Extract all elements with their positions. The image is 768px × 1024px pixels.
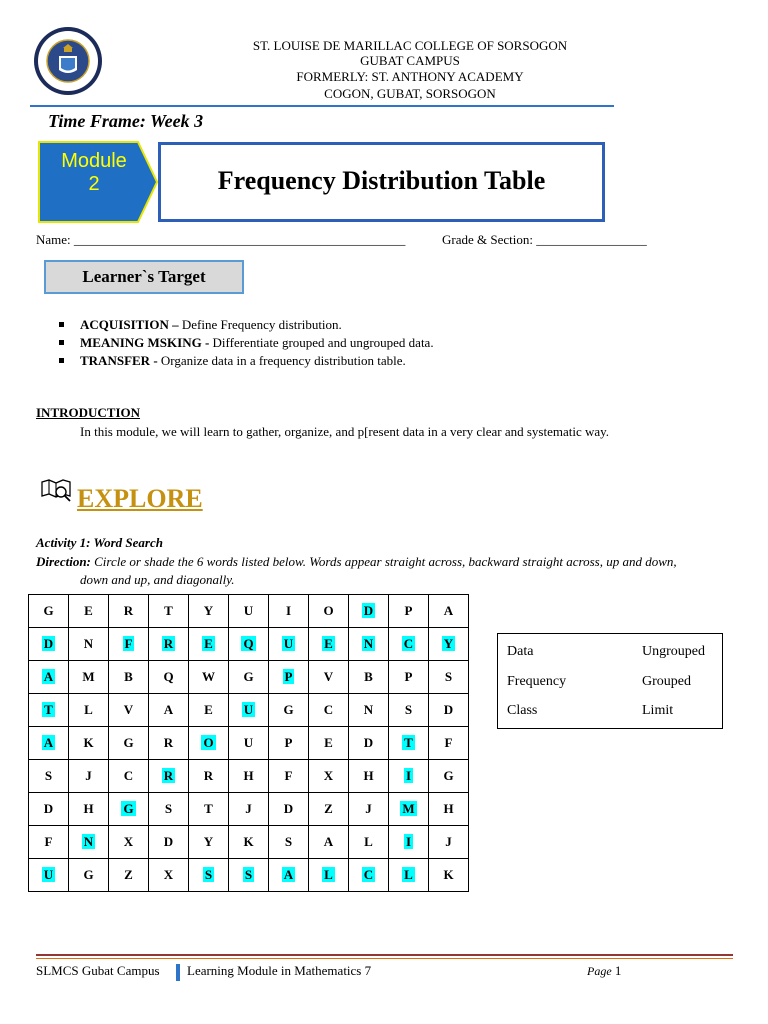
grid-row — [29, 595, 469, 628]
module-word: Module — [61, 150, 127, 172]
grid-cell[interactable]: X — [109, 826, 149, 859]
grid-cell[interactable]: A — [149, 694, 189, 727]
grid-cell[interactable]: G — [229, 661, 269, 694]
grid-cell[interactable]: R — [109, 595, 149, 628]
grid-cell[interactable]: I — [389, 760, 429, 793]
introduction-text: In this module, we will learn to gather, organize, and p[resent data in a very clear and systematic way. — [80, 424, 610, 439]
grid-cell[interactable]: R — [149, 628, 189, 661]
grid-row — [29, 760, 469, 793]
grid-cell[interactable]: S — [429, 661, 469, 694]
time-frame: Time Frame: Week 3 — [48, 111, 204, 131]
campus-name: GUBAT CAMPUS — [360, 53, 460, 68]
grid-cell[interactable]: K — [229, 826, 269, 859]
footer-module-name: Learning Module in Mathematics 7 — [187, 963, 372, 978]
grid-cell[interactable]: A — [429, 595, 469, 628]
word-list-item: Grouped — [642, 674, 691, 689]
grid-cell[interactable]: H — [229, 760, 269, 793]
grid-cell[interactable]: F — [429, 727, 469, 760]
grid-cell[interactable]: U — [29, 859, 69, 892]
grade-section-field: Grade & Section: _________________ — [442, 232, 647, 247]
grid-cell[interactable]: D — [29, 793, 69, 826]
grid-cell[interactable]: J — [69, 760, 109, 793]
grid-cell[interactable]: G — [429, 760, 469, 793]
grid-cell[interactable]: G — [69, 859, 109, 892]
grid-cell[interactable]: X — [309, 760, 349, 793]
grid-cell[interactable]: U — [229, 694, 269, 727]
grid-cell[interactable]: R — [189, 760, 229, 793]
grid-cell[interactable]: Z — [309, 793, 349, 826]
grid-cell[interactable]: Z — [109, 859, 149, 892]
grid-cell[interactable]: S — [149, 793, 189, 826]
grid-cell[interactable]: N — [349, 628, 389, 661]
bullet-square-icon — [59, 322, 64, 327]
grid-row — [29, 859, 469, 892]
grid-cell[interactable]: G — [109, 727, 149, 760]
grid-cell[interactable]: S — [229, 859, 269, 892]
bullet-square-icon — [59, 340, 64, 345]
grid-cell[interactable]: G — [109, 793, 149, 826]
introduction-heading: INTRODUCTION — [36, 405, 141, 420]
grid-row — [29, 661, 469, 694]
grid-cell[interactable]: T — [189, 793, 229, 826]
word-list-item: Class — [507, 703, 538, 718]
grid-cell[interactable]: A — [309, 826, 349, 859]
grid-cell[interactable]: P — [389, 661, 429, 694]
word-list-item: Ungrouped — [642, 644, 705, 659]
grid-cell[interactable]: D — [29, 628, 69, 661]
grid-cell[interactable]: B — [349, 661, 389, 694]
list-item: ACQUISITION – Define Frequency distribution. — [58, 316, 434, 334]
grid-cell[interactable]: D — [349, 595, 389, 628]
grid-cell[interactable]: R — [149, 727, 189, 760]
grid-cell[interactable]: P — [269, 661, 309, 694]
grid-cell[interactable]: G — [269, 694, 309, 727]
grid-cell[interactable]: R — [149, 760, 189, 793]
grid-cell[interactable]: N — [69, 826, 109, 859]
objectives-list — [58, 316, 434, 370]
grid-cell[interactable]: P — [269, 727, 309, 760]
grid-cell[interactable]: U — [229, 727, 269, 760]
grid-row — [29, 727, 469, 760]
grid-cell[interactable]: U — [269, 628, 309, 661]
grid-cell[interactable]: L — [349, 826, 389, 859]
grid-row — [29, 628, 469, 661]
grid-cell[interactable]: L — [389, 859, 429, 892]
grid-cell[interactable]: C — [349, 859, 389, 892]
grid-cell[interactable]: I — [389, 826, 429, 859]
grid-cell[interactable]: H — [429, 793, 469, 826]
grid-cell[interactable]: F — [109, 628, 149, 661]
footer-divider-thin — [36, 958, 733, 959]
grid-cell[interactable]: Y — [189, 826, 229, 859]
grid-cell[interactable]: N — [349, 694, 389, 727]
grid-cell[interactable]: C — [109, 760, 149, 793]
grid-cell[interactable]: Q — [149, 661, 189, 694]
grid-cell[interactable]: E — [69, 595, 109, 628]
grid-cell[interactable]: W — [189, 661, 229, 694]
word-search-grid — [28, 594, 469, 892]
word-list-box — [497, 633, 723, 729]
module-label — [44, 150, 144, 196]
grid-cell[interactable]: G — [29, 595, 69, 628]
activity-title: Activity 1: Word Search — [36, 535, 163, 550]
grid-cell[interactable]: L — [69, 694, 109, 727]
grid-row — [29, 826, 469, 859]
grid-cell[interactable]: H — [69, 793, 109, 826]
grid-cell[interactable]: A — [269, 859, 309, 892]
word-list-item: Limit — [642, 703, 674, 718]
grid-cell[interactable]: E — [189, 628, 229, 661]
grid-cell[interactable]: B — [109, 661, 149, 694]
grid-cell[interactable]: S — [269, 826, 309, 859]
activity-direction: Direction: Circle or shade the 6 words listed below. Words appear straight across, backward straight across, up and down, down and up, and diagonally. — [36, 554, 677, 587]
grid-row — [29, 793, 469, 826]
grid-cell[interactable]: D — [349, 727, 389, 760]
page-number: Page 1 — [587, 963, 622, 978]
map-search-icon — [40, 478, 74, 504]
header-divider — [30, 105, 614, 107]
grid-cell[interactable]: V — [109, 694, 149, 727]
grid-cell[interactable]: D — [429, 694, 469, 727]
grid-cell[interactable]: J — [349, 793, 389, 826]
grid-cell[interactable]: O — [309, 595, 349, 628]
page-title: Frequency Distribution Table — [217, 166, 546, 195]
grid-cell[interactable]: K — [69, 727, 109, 760]
bullet-square-icon — [59, 358, 64, 363]
grid-cell[interactable]: M — [389, 793, 429, 826]
grid-cell[interactable]: U — [229, 595, 269, 628]
grid-cell[interactable]: D — [269, 793, 309, 826]
word-list-item: Frequency — [507, 674, 567, 689]
grid-cell[interactable]: C — [309, 694, 349, 727]
explore-heading: EXPLORE — [77, 484, 203, 513]
grid-cell[interactable]: A — [29, 661, 69, 694]
module-number: 2 — [88, 173, 100, 195]
grid-cell[interactable]: A — [29, 727, 69, 760]
learners-target-heading: Learner`s Target — [44, 260, 244, 294]
grid-cell[interactable]: C — [389, 628, 429, 661]
grid-cell[interactable]: S — [29, 760, 69, 793]
list-item: MEANING MSKING - Differentiate grouped and ungrouped data. — [58, 334, 434, 352]
grid-cell[interactable]: T — [389, 727, 429, 760]
grid-cell[interactable]: I — [269, 595, 309, 628]
grid-cell[interactable]: X — [149, 859, 189, 892]
grid-cell[interactable]: D — [149, 826, 189, 859]
grid-cell[interactable]: V — [309, 661, 349, 694]
address-line: COGON, GUBAT, SORSOGON — [324, 86, 496, 101]
grid-cell[interactable]: Q — [229, 628, 269, 661]
grid-cell[interactable]: J — [229, 793, 269, 826]
footer-campus: SLMCS Gubat Campus — [36, 963, 160, 978]
grid-cell[interactable]: Y — [189, 595, 229, 628]
word-list-item: Data — [507, 644, 534, 659]
grid-cell[interactable]: T — [29, 694, 69, 727]
list-item: TRANSFER - Organize data in a frequency distribution table. — [58, 352, 434, 370]
footer-separator-bar — [176, 964, 180, 981]
footer-divider — [36, 954, 733, 956]
formerly-line: FORMERLY: ST. ANTHONY ACADEMY — [296, 69, 524, 84]
grid-cell[interactable]: N — [69, 628, 109, 661]
grid-cell[interactable]: E — [309, 727, 349, 760]
grid-row — [29, 694, 469, 727]
grid-cell[interactable]: F — [269, 760, 309, 793]
grid-cell[interactable]: K — [429, 859, 469, 892]
grid-cell[interactable]: J — [429, 826, 469, 859]
grid-cell[interactable]: O — [189, 727, 229, 760]
grid-cell[interactable]: M — [69, 661, 109, 694]
name-field: Name: ___________________________________________________ — [36, 232, 406, 247]
grid-cell[interactable]: T — [149, 595, 189, 628]
grid-cell[interactable]: E — [309, 628, 349, 661]
grid-cell[interactable]: E — [189, 694, 229, 727]
grid-cell[interactable]: S — [189, 859, 229, 892]
grid-cell[interactable]: Y — [429, 628, 469, 661]
school-seal-logo — [33, 26, 103, 96]
grid-cell[interactable]: H — [349, 760, 389, 793]
grid-cell[interactable]: P — [389, 595, 429, 628]
school-name: ST. LOUISE DE MARILLAC COLLEGE OF SORSOGON — [252, 38, 568, 53]
grid-cell[interactable]: F — [29, 826, 69, 859]
grid-cell[interactable]: L — [309, 859, 349, 892]
grid-cell[interactable]: S — [389, 694, 429, 727]
